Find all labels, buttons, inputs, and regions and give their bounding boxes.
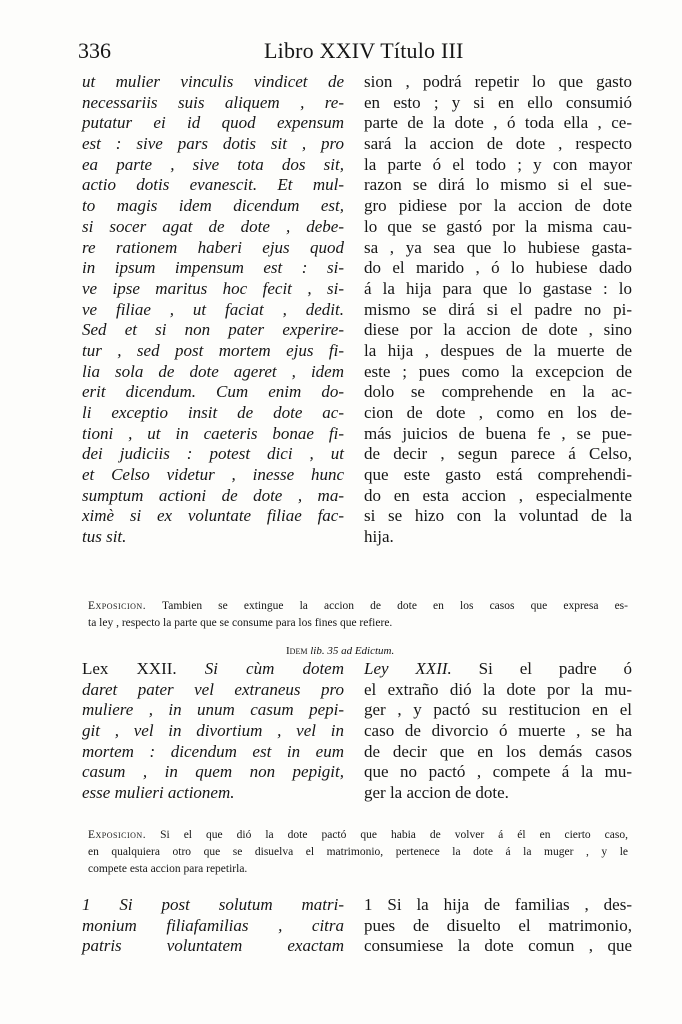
latin-line: ve ipse maritus hoc fecit , si-: [82, 278, 344, 298]
exposicion-text: en qualquiera otro que se disuelva el matrimonio, pertenece la dote á la muger , y le: [88, 846, 628, 858]
spanish-line: diese por la accion de dote , sino: [364, 320, 632, 340]
latin-line: daret pater vel extraneus pro: [82, 679, 344, 699]
spanish-line: caso de divorcio ó muerte , se ha: [364, 721, 632, 741]
spanish-line: la parte ó el todo ; y con mayor: [364, 154, 632, 174]
exposicion-text: ta ley , respecto la parte que se consume para los fines que refiere.: [88, 617, 393, 629]
spanish-line: consumiese la dote comun , que: [364, 936, 632, 956]
latin-line: git , vel in divortium , vel in: [82, 721, 344, 741]
spanish-line: más juicios de buena fe , se pue-: [364, 423, 632, 443]
spanish-column-2: [364, 659, 632, 804]
latin-line: erit dicendum. Cum enim do-: [82, 382, 344, 402]
spanish-line: la hija , despues de la muerte de: [364, 340, 632, 360]
latin-line: si socer agat de dote , debe-: [82, 216, 344, 236]
latin-line: necessariis suis aliquem , re-: [82, 92, 344, 112]
latin-line: esse mulieri actionem.: [82, 783, 235, 803]
latin-line: in ipsum impensum est : si-: [82, 258, 344, 278]
spanish-line: do el marido , ó lo hubiese dado: [364, 258, 632, 278]
spanish-line: razon se dirá lo mismo si el sue-: [364, 175, 632, 195]
latin-line: ve filiae , ut faciat , dedit.: [82, 299, 344, 319]
spanish-line: de decir que en los demás casos: [364, 741, 632, 761]
exposicion-note-1: [88, 598, 628, 632]
spanish-line: á la hija para que lo gastase : lo: [364, 278, 632, 298]
exposicion-text: Tambien se extingue la accion de dote en los casos que expresa es-: [146, 600, 628, 612]
latin-line: tus sit.: [82, 527, 127, 547]
spanish-column-1: [364, 72, 632, 548]
latin-line: putatur ei id quod expensum: [82, 113, 344, 133]
latin-line: tioni , ut in caeteris bonae fi-: [82, 423, 344, 443]
spanish-line: pues de disuelto el matrimonio,: [364, 915, 632, 935]
spanish-line: que no pactó , compete á la mu-: [364, 762, 632, 782]
spanish-line: en esto ; y si en ello consumió: [364, 92, 632, 112]
latin-line: re rationem haberi ejus quod: [82, 237, 344, 257]
exposicion-text: compete esta accion para repetirla.: [88, 863, 248, 875]
spanish-line: 1 Si la hija de familias , des-: [364, 895, 632, 914]
latin-line: dei judiciis : potest dici , ut: [82, 444, 344, 464]
spanish-line: Si el padre ó: [451, 659, 633, 678]
latin-line: est : sive pars dotis sit , pro: [82, 134, 344, 154]
latin-column-1: [82, 72, 344, 548]
spanish-line: mismo se dirá si el padre no pi-: [364, 299, 632, 319]
spanish-line: este ; pues como la excepcion de: [364, 361, 632, 381]
spanish-line: parte de la dote , ó toda ella , ce-: [364, 113, 632, 133]
latin-line: Sed et si non pater experire-: [82, 320, 344, 340]
spanish-line: que este gasto está comprehendi-: [364, 465, 632, 485]
spanish-line: si se hizo con la voluntad de la: [364, 506, 632, 526]
exposicion-label: Exposicion.: [88, 600, 147, 612]
spanish-line: dolo se comprehende en la ac-: [364, 382, 632, 402]
spanish-line: sará la accion de dote , respecto: [364, 134, 632, 154]
latin-line: ea parte , sive tota dos sit,: [82, 154, 344, 174]
spanish-line: ger , y pactó su restitucion en el: [364, 700, 632, 720]
latin-line: tur , sed post mortem ejus fi-: [82, 340, 344, 360]
latin-line: casum , in quem non pepigit,: [82, 762, 344, 782]
spanish-line: lo que se gastó por la misma cau-: [364, 216, 632, 236]
exposicion-text: Si el que dió la dote pactó que habia de volver á él en cierto caso,: [146, 829, 628, 841]
lex-heading: Lex XXII.: [82, 659, 177, 678]
spanish-column-3: [364, 895, 632, 957]
source-reference: [286, 645, 394, 657]
latin-line: li exceptio insit de dote ac-: [82, 403, 344, 422]
latin-line: patris voluntatem exactam: [82, 936, 344, 956]
latin-line: ximè si ex voluntate filiae fac-: [82, 506, 344, 526]
running-head: Libro XXIV Título III: [264, 38, 464, 63]
latin-line: mortem : dicendum est in eum: [82, 741, 344, 761]
spanish-line: cion de dote , como en los de-: [364, 403, 632, 422]
source-label: Idem: [286, 645, 308, 657]
latin-line: lia sola de dote ageret , idem: [82, 361, 344, 381]
exposicion-label: Exposicion.: [88, 829, 147, 841]
latin-line: actio dotis evanescit. Et mul-: [82, 175, 344, 195]
spanish-line: de decir , segun parece á Celso,: [364, 444, 632, 464]
latin-line: sumptum actioni de dote , ma-: [82, 485, 344, 505]
spanish-line: gro pidiese por la accion de dote: [364, 196, 632, 216]
source-text: lib. 35 ad Edictum.: [307, 645, 395, 657]
ley-heading: Ley XXII.: [364, 659, 452, 678]
page-number: 336: [78, 38, 111, 63]
latin-line: 1 Si post solutum matri-: [82, 895, 344, 914]
latin-column-3: [82, 895, 344, 957]
latin-line: muliere , in unum casum pepi-: [82, 700, 344, 720]
latin-line: et Celso videtur , inesse hunc: [82, 465, 344, 485]
latin-line: ut mulier vinculis vindicet de: [82, 72, 344, 91]
spanish-line: hija.: [364, 527, 394, 547]
spanish-line: do en esta accion , especialmente: [364, 485, 632, 505]
page-header: [78, 38, 618, 68]
latin-line: Si cùm dotem: [176, 659, 345, 678]
spanish-line: ger la accion de dote.: [364, 783, 509, 803]
latin-line: monium filiafamilias , citra: [82, 915, 344, 935]
latin-column-2: [82, 659, 344, 804]
exposicion-note-2: [88, 827, 628, 878]
spanish-line: sion , podrá repetir lo que gasto: [364, 72, 632, 91]
spanish-line: el extraño dió la dote por la mu-: [364, 679, 632, 699]
spanish-line: sa , ya sea que lo hubiese gasta-: [364, 237, 632, 257]
latin-line: to magis idem dicendum est,: [82, 196, 344, 216]
